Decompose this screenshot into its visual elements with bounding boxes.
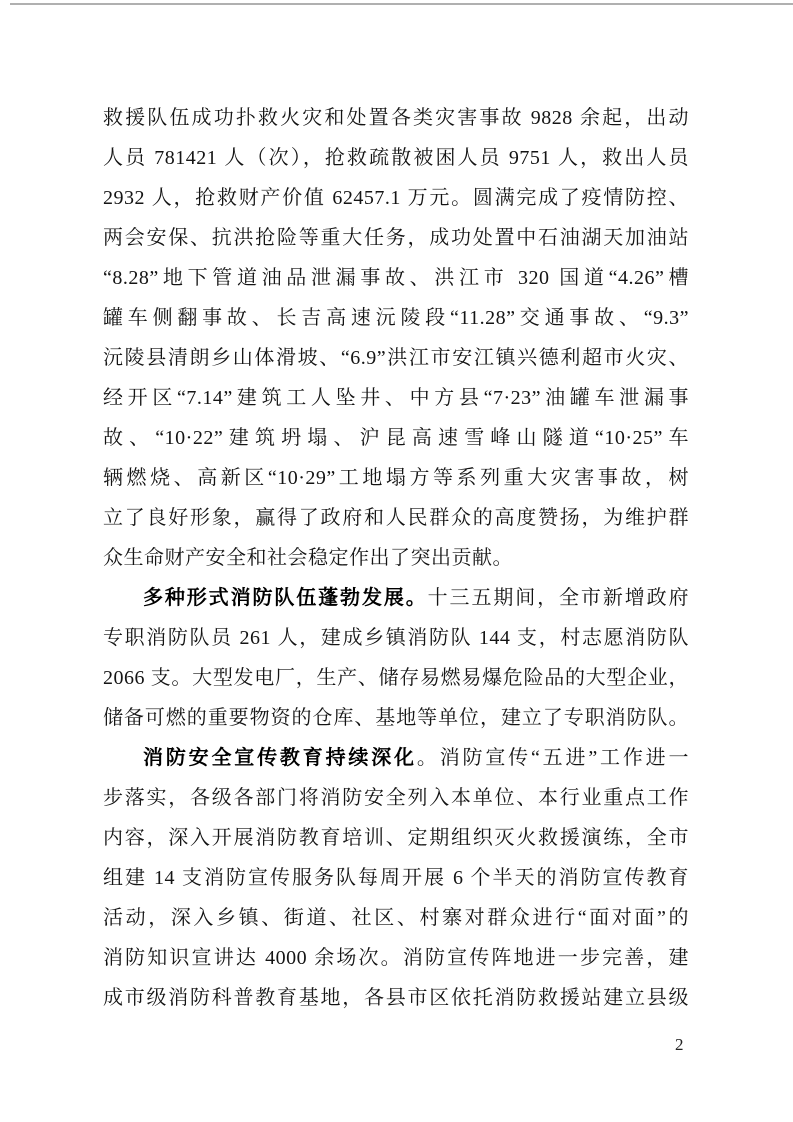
text-run: 消防知识宣讲达 4000 余场次。消防宣传阵地进一步完善，建: [103, 947, 689, 969]
text-line: [103, 538, 689, 578]
text-run: 成市级消防科普教育基地，各县市区依托消防救援站建立县级: [103, 987, 689, 1009]
bold-lead-run: 消防安全宣传教育持续深化: [143, 747, 417, 769]
text-run: 故、“10·22”建筑坍塌、沪昆高速雪峰山隧道“10·25”车: [103, 427, 689, 449]
text-line: [103, 378, 689, 418]
text-line: [103, 698, 689, 738]
text-run: 两会安保、抗洪抢险等重大任务，成功处置中石油湖天加油站: [103, 227, 689, 249]
text-run: 2932 人，抢救财产价值 62457.1 万元。圆满完成了疫情防控、: [103, 187, 689, 209]
text-line: [103, 738, 689, 778]
bold-lead-run: 多种形式消防队伍蓬勃发展。: [143, 587, 428, 609]
text-run: 步落实，各级各部门将消防安全列入本单位、本行业重点工作: [103, 787, 689, 809]
text-line: [103, 418, 689, 458]
text-run: 专职消防队员 261 人，建成乡镇消防队 144 支，村志愿消防队: [103, 627, 689, 649]
text-run: 辆燃烧、高新区“10·29”工地塌方等系列重大灾害事故，树: [103, 467, 689, 489]
text-run: 救援队伍成功扑救火灾和处置各类灾害事故 9828 余起，出动: [103, 107, 689, 129]
text-run: 经开区“7.14”建筑工人坠井、中方县“7·23”油罐车泄漏事: [103, 387, 689, 409]
text-line: [103, 618, 689, 658]
text-run: 立了良好形象，赢得了政府和人民群众的高度赞扬，为维护群: [103, 507, 689, 529]
page-number: 2: [675, 1035, 684, 1054]
text-line: [103, 98, 689, 138]
document-body: [103, 98, 689, 1018]
text-line: [103, 898, 689, 938]
text-line: [103, 818, 689, 858]
text-line: [103, 658, 689, 698]
text-run: 沅陵县清朗乡山体滑坡、“6.9”洪江市安江镇兴德利超市火灾、: [103, 347, 689, 369]
text-line: [103, 498, 689, 538]
text-line: [103, 978, 689, 1018]
text-line: [103, 258, 689, 298]
text-run: 储备可燃的重要物资的仓库、基地等单位，建立了专职消防队。: [103, 707, 689, 729]
text-line: [103, 578, 689, 618]
scan-artifact-line: [10, 3, 793, 5]
text-run: 2066 支。大型发电厂，生产、储存易燃易爆危险品的大型企业，: [103, 667, 689, 689]
text-run: 活动，深入乡镇、街道、社区、村寨对群众进行“面对面”的: [103, 907, 689, 929]
text-line: [103, 218, 689, 258]
text-run: 十三五期间，全市新增政府: [427, 587, 689, 609]
text-line: [103, 298, 689, 338]
text-run: 人员 781421 人（次），抢救疏散被困人员 9751 人，救出人员: [103, 147, 689, 169]
text-run: 。消防宣传“五进”工作进一: [416, 747, 689, 769]
text-line: [103, 858, 689, 898]
text-run: 罐车侧翻事故、长吉高速沅陵段“11.28”交通事故、“9.3”: [103, 307, 689, 329]
text-line: [103, 178, 689, 218]
text-run: 内容，深入开展消防教育培训、定期组织灭火救援演练，全市: [103, 827, 689, 849]
text-line: [103, 458, 689, 498]
paragraph: [103, 738, 689, 1018]
text-line: [103, 938, 689, 978]
text-run: 众生命财产安全和社会稳定作出了突出贡献。: [103, 547, 513, 569]
text-line: [103, 778, 689, 818]
text-line: [103, 338, 689, 378]
paragraph: [103, 98, 689, 578]
paragraph: [103, 578, 689, 738]
text-line: [103, 138, 689, 178]
text-run: “8.28”地下管道油品泄漏事故、洪江市 320 国道“4.26”槽: [103, 267, 689, 289]
text-run: 组建 14 支消防宣传服务队每周开展 6 个半天的消防宣传教育: [103, 867, 689, 889]
